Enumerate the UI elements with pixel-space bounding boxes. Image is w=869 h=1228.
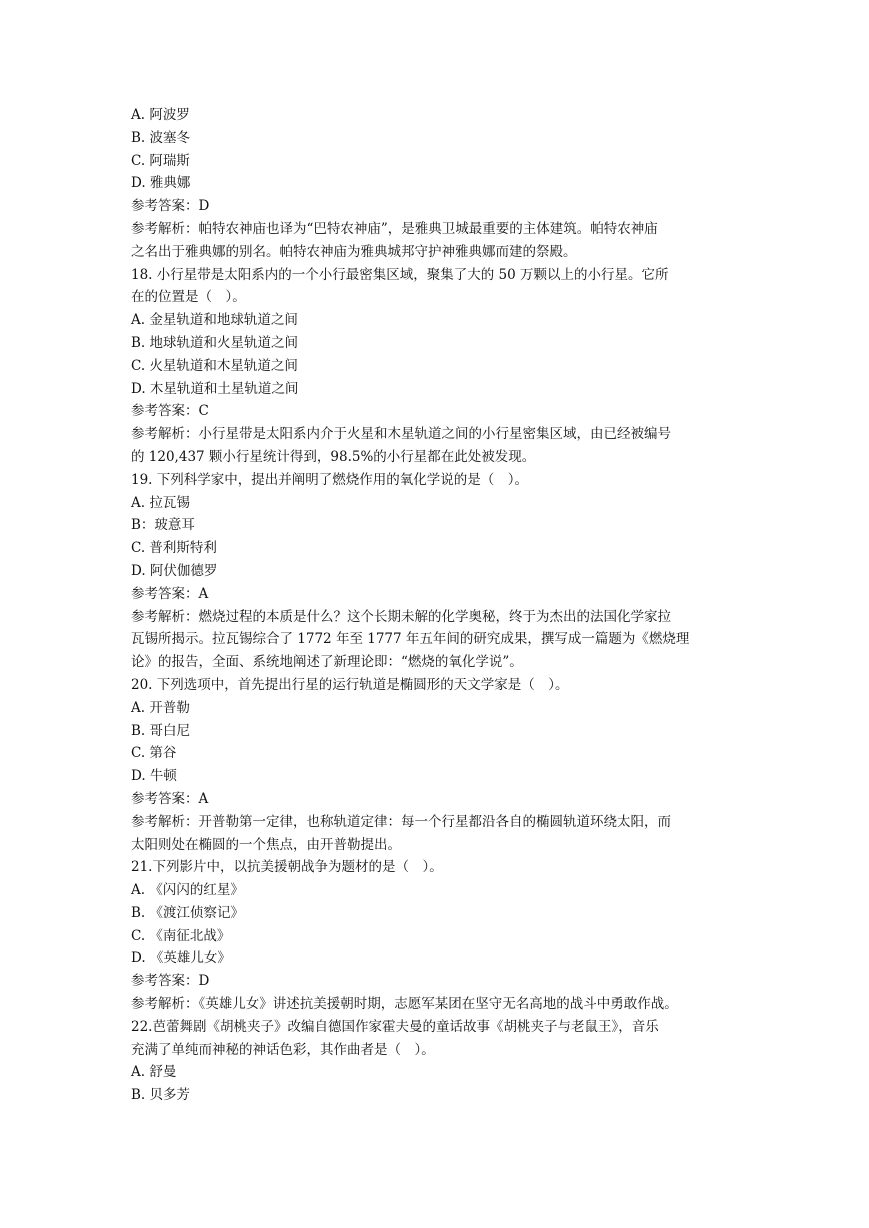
answer-line: 参考答案：D — [131, 973, 210, 990]
option-line: D. 《英雄儿女》 — [131, 950, 231, 967]
explanation-line: 瓦锡所揭示。拉瓦锡综合了 1772 年至 1777 年五年间的研究成果，撰写成一篇题为《燃烧理 — [131, 631, 690, 648]
explanation-line: 参考解析：《英雄儿女》讲述抗美援朝时期，志愿军某团在坚守无名高地的战斗中勇敢作战。 — [131, 996, 678, 1013]
option-line: A. 开普勒 — [131, 699, 190, 716]
option-line: C. 普利斯特利 — [131, 540, 217, 557]
option-line: C. 阿瑞斯 — [131, 152, 190, 169]
question-line: 20. 下列选项中，首先提出行星的运行轨道是椭圆形的天文学家是（ ）。 — [131, 676, 569, 693]
document-page — [131, 104, 736, 1107]
option-line: B. 《渡江侦察记》 — [131, 904, 245, 921]
answer-line: 参考答案：A — [131, 790, 209, 807]
option-line: B. 哥白尼 — [131, 722, 191, 739]
option-line: C. 火星轨道和木星轨道之间 — [131, 357, 298, 374]
option-line: D. 阿伏伽德罗 — [131, 562, 218, 579]
explanation-line: 论》的报告，全面、系统地阐述了新理论即：“燃烧的氧化学说”。 — [131, 654, 523, 671]
question-line: 21.下列影片中，以抗美援朝战争为题材的是（ ）。 — [131, 859, 443, 876]
explanation-line: 参考解析：开普勒第一定律，也称轨道定律：每一个行星都沿各自的椭圆轨道环绕太阳，而 — [131, 813, 671, 830]
question-line: 在的位置是（ ）。 — [131, 289, 246, 306]
option-line: B. 地球轨道和火星轨道之间 — [131, 334, 299, 351]
option-line: A. 金星轨道和地球轨道之间 — [131, 312, 298, 329]
explanation-line: 参考解析：小行星带是太阳系内介于火星和木星轨道之间的小行星密集区域，由已经被编号 — [131, 426, 671, 443]
option-line: A. 舒曼 — [131, 1064, 177, 1081]
answer-line: 参考答案：C — [131, 403, 209, 420]
question-line: 19. 下列科学家中，提出并阐明了燃烧作用的氧化学说的是（ ）。 — [131, 471, 529, 488]
answer-line: 参考答案：A — [131, 585, 209, 602]
option-line: A. 《闪闪的红星》 — [131, 882, 244, 899]
option-line: B. 波塞冬 — [131, 129, 191, 146]
explanation-line: 的 120,437 颗小行星统计得到，98.5%的小行星都在此处被发现。 — [131, 448, 536, 465]
option-line: D. 雅典娜 — [131, 175, 191, 192]
option-line: A. 拉瓦锡 — [131, 494, 190, 511]
explanation-line: 之名出于雅典娜的别名。帕特农神庙为雅典城邦守护神雅典娜而建的祭殿。 — [131, 243, 577, 260]
option-line: D. 牛顿 — [131, 768, 177, 785]
question-line: 18. 小行星带是太阳系内的一个小行最密集区域，聚集了大的 50 万颗以上的小行星。它所 — [131, 266, 669, 283]
option-line: B：玻意耳 — [131, 517, 195, 534]
option-line: D. 木星轨道和土星轨道之间 — [131, 380, 299, 397]
question-line: 22.芭蕾舞剧《胡桃夹子》改编自德国作家霍夫曼的童话故事《胡桃夹子与老鼠王》，音乐 — [131, 1018, 659, 1035]
option-line: C. 第谷 — [131, 745, 177, 762]
option-line: B. 贝多芳 — [131, 1087, 191, 1104]
answer-line: 参考答案：D — [131, 198, 210, 215]
option-line: C. 《南征北战》 — [131, 927, 231, 944]
option-line: A. 阿波罗 — [131, 107, 190, 123]
question-line: 充满了单纯而神秘的神话色彩，其作曲者是（ ）。 — [131, 1041, 435, 1058]
explanation-line: 太阳则处在椭圆的一个焦点，由开普勒提出。 — [131, 836, 401, 853]
explanation-line: 参考解析：帕特农神庙也译为“巴特农神庙”，是雅典卫城最重要的主体建筑。帕特农神庙 — [131, 220, 658, 237]
explanation-line: 参考解析：燃烧过程的本质是什么？这个长期未解的化学奥秘，终于为杰出的法国化学家拉 — [131, 608, 671, 625]
